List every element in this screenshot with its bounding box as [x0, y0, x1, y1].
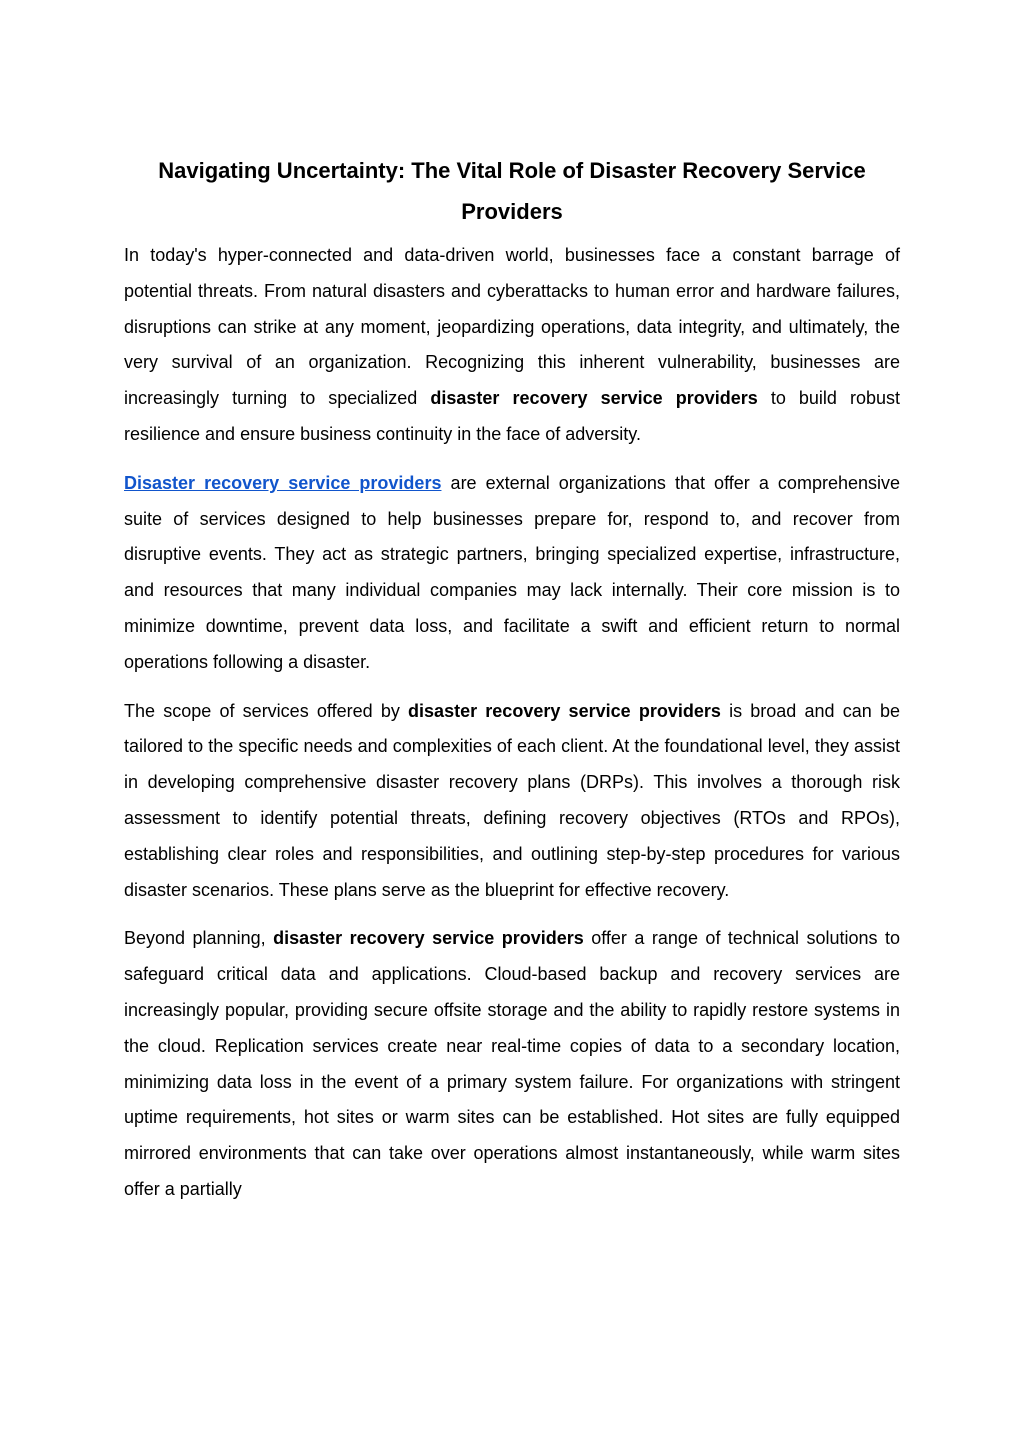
bold-keyword: disaster recovery service providers — [273, 928, 584, 949]
paragraph-text: The scope of services offered by — [124, 700, 409, 721]
bold-keyword: disaster recovery service providers — [408, 700, 721, 721]
paragraph-scope — [124, 694, 900, 909]
paragraph-text: are external organizations that offer a comprehensive suite of services designed to help businesses prepare for, respond to, and recover from disruptive events. They act as strategic partners, bringing specialized expertise, infrastructure, and resources that many individual companies may lack internally. Their core mission is to minimize downtime, prevent data loss, and facilitate a swift and efficient return to normal operations following a disaster. — [124, 472, 900, 672]
paragraph-text: Beyond planning, — [124, 928, 274, 949]
bold-keyword: disaster recovery service providers — [430, 388, 758, 409]
paragraph-technical — [124, 921, 900, 1207]
document-title: Navigating Uncertainty: The Vital Role of Disaster Recovery Service Providers — [158, 158, 866, 224]
paragraph-text: In today's hyper-connected and data-driven world, businesses face a constant barrage of potential threats. From natural disasters and cyberattacks to human error and hardware failures, disruptions can strike at any moment, jeopardizing operations, data integrity, and ultimately, the very survival of an organization. Recognizing this inherent vulnerability, businesses are increasingly turning to specialized — [124, 245, 900, 409]
document-page — [124, 150, 900, 1221]
paragraph-text: to build robust resilience and ensure business continuity in the face of adversity. — [124, 388, 901, 444]
paragraph-text: is broad and can be tailored to the specific needs and complexities of each client. At the foundational level, they assist in developing comprehensive disaster recovery plans (DRPs). This involves a thorough risk assessment to identify potential threats, defining recovery objectives (RTOs and RPOs), establishing clear roles and responsibilities, and outlining step-by-step procedures for various disaster scenarios. These plans serve as the blueprint for effective recovery. — [124, 700, 901, 900]
providers-link[interactable]: Disaster recovery service providers — [124, 472, 442, 493]
paragraph-text: offer a range of technical solutions to safeguard critical data and applications. Cloud-based backup and recovery services are increasingly popular, providing secure offsite storage and the ability to rapidly restore systems in the cloud. Replication services create near real-time copies of data to a secondary location, minimizing data loss in the event of a primary system failure. For organizations with stringent uptime requirements, hot sites or warm sites can be established. Hot sites are fully equipped mirrored environments that can take over operations almost instantaneously, while warm sites offer a partially — [124, 928, 901, 1199]
paragraph-intro — [124, 238, 900, 453]
paragraph-definition — [124, 466, 900, 681]
